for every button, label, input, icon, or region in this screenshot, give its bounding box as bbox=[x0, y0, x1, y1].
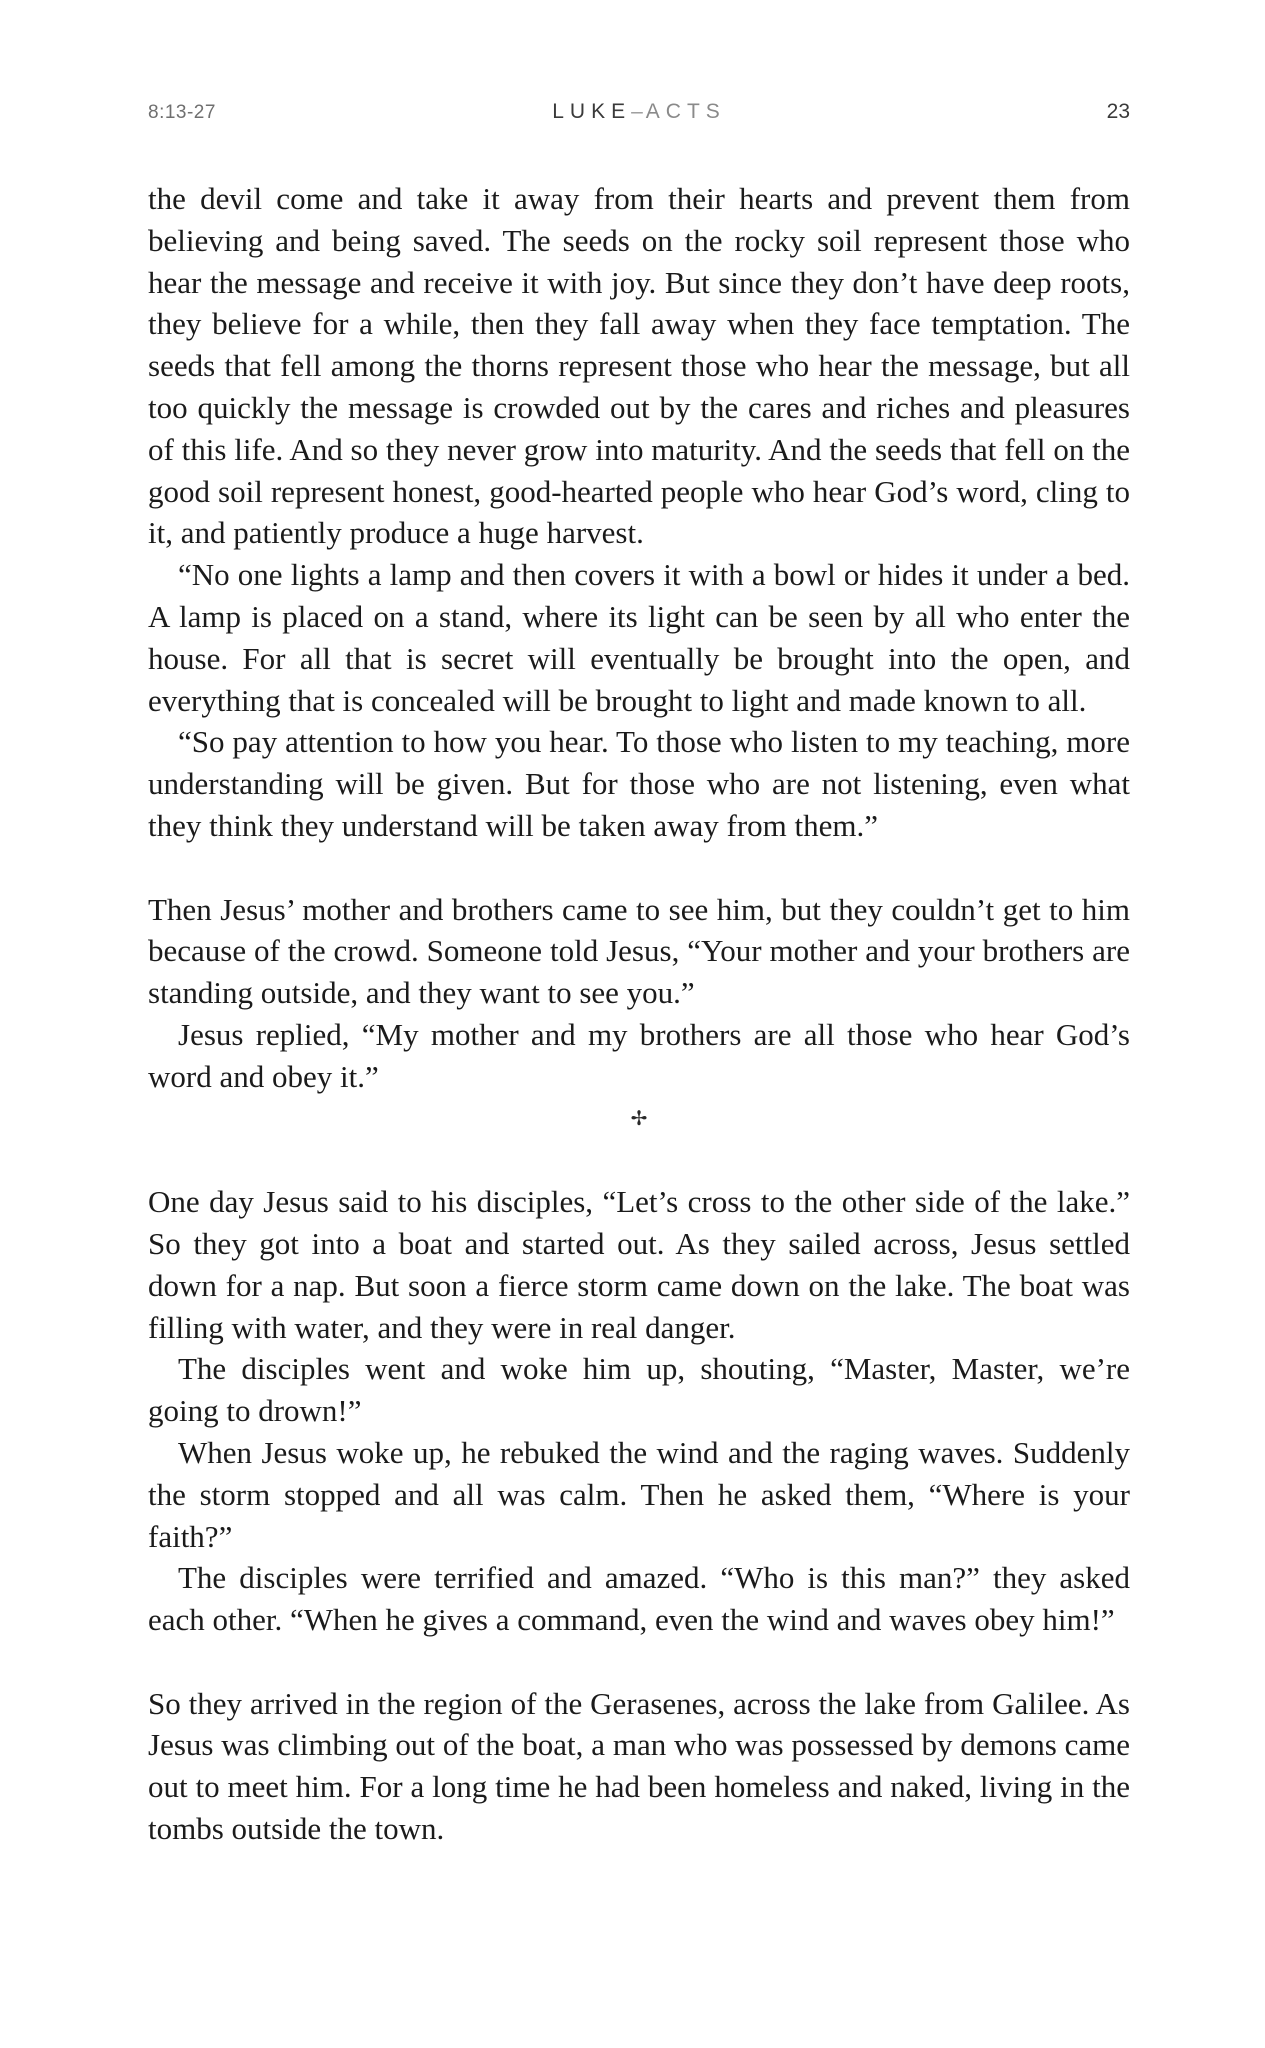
paragraph-disciples-woke: The disciples went and woke him up, shouting, “Master, Master, we’re going to drown!” bbox=[148, 1351, 1130, 1429]
paragraph-gerasenes: So they arrived in the region of the Gerasenes, across the lake from Galilee. As Jesus was climbing out of the boat, a man who was possessed by demons came out to meet him. For a long time he had been homeless and naked, living in the tombs outside the town. bbox=[148, 1685, 1130, 1847]
paragraph-cross-the-lake: One day Jesus said to his disciples, “Let’s cross to the other side of the lake.” So they got into a boat and started out. As they sailed across, Jesus settled down for a nap. But soon a fierce storm came down on the lake. The boat was filling with water, and they were in real danger. bbox=[148, 1184, 1130, 1345]
paragraph-lamp: “No one lights a lamp and then covers it with a bowl or hides it under a bed. A lamp is placed on a stand, where its light can be seen by all who enter the house. For all that is secret will eventually be brought into the open, and everything that is concealed will be brought to light and made known to all. bbox=[148, 557, 1130, 718]
page-number: 23 bbox=[1106, 100, 1130, 123]
chapter-verse-reference: 8:13-27 bbox=[148, 102, 216, 123]
section-break-ornament-icon: ✢ bbox=[630, 1105, 648, 1130]
paragraph-jesus-replied: Jesus replied, “My mother and my brothers are all those who hear God’s word and obey it.” bbox=[148, 1016, 1130, 1094]
paragraph-terrified: The disciples were terrified and amazed. “Who is this man?” they asked each other. “When he gives a command, even the wind and waves obey him!” bbox=[148, 1560, 1130, 1638]
book-title bbox=[148, 100, 1130, 124]
paragraph-mother-brothers: Then Jesus’ mother and brothers came to see him, but they couldn’t get to him because of the crowd. Someone told Jesus, “Your mother and your brothers are standing outside, and they want to see you.” bbox=[148, 891, 1130, 1011]
running-header bbox=[148, 98, 1130, 130]
book-title-separator: – bbox=[631, 100, 646, 123]
book-title-acts: ACTS bbox=[645, 100, 726, 123]
paragraph-rebuked-wind: When Jesus woke up, he rebuked the wind and the raging waves. Suddenly the storm stopped and all was calm. Then he asked them, “Where is your faith?” bbox=[148, 1434, 1130, 1554]
book-title-luke: LUKE bbox=[552, 100, 632, 123]
paragraph-pay-attention: “So pay attention to how you hear. To those who listen to my teaching, more understanding will be given. But for those who are not listening, even what they think they understand will be taken away from them.” bbox=[148, 724, 1130, 843]
paragraph-parable-explanation: the devil come and take it away from their hearts and prevent them from believing and being saved. The seeds on the rocky soil represent those who hear the message and receive it with joy. But since they don’t have deep roots, they believe for a while, then they fall away when they face temptation. The seeds that fell among the thorns represent those who hear the message, but all too quickly the message is crowded out by the cares and riches and pleasures of this life. And so they never grow into maturity. And the seeds that fell on the good soil represent honest, good-hearted people who hear God’s word, cling to it, and patiently produce a huge harvest. bbox=[148, 181, 1130, 551]
page-body bbox=[148, 178, 1130, 1850]
